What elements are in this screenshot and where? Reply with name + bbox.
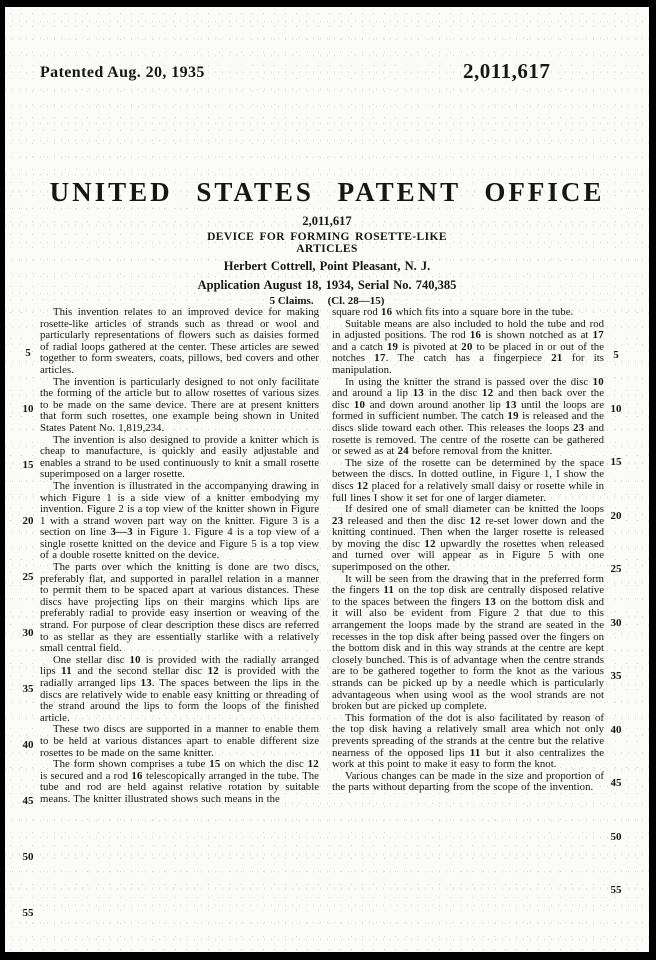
margin-line-number: 5: [613, 349, 619, 361]
margin-line-number: 25: [610, 563, 622, 575]
margin-line-number: 55: [22, 907, 34, 919]
text-column-left: [40, 307, 319, 806]
margin-line-number: 35: [22, 683, 34, 695]
line-numbers-left: [17, 7, 39, 952]
line-numbers-right: [605, 7, 627, 952]
margin-line-number: 25: [22, 571, 34, 583]
paragraph: The invention is particularly designed to not only facilitate the forming of the article but to allow rosettes of various sizes to be made on the same device. There are at present knitters that form such rosettes, one example being shown in United States Patent No. 1,819,234.: [40, 375, 319, 434]
application-line: Application August 18, 1934, Serial No. 740,385: [197, 278, 457, 292]
patented-date: Patented Aug. 20, 1935: [40, 64, 205, 81]
patent-office-title: UNITED STATES PATENT OFFICE: [49, 177, 605, 207]
classification: (Cl. 28—15): [327, 295, 385, 307]
paragraph: One stellar disc 10 is provided with the radially arranged lips 11 and the second stellar disc 12 is provided with the radially arranged lips 13. The spaces between the lips in the discs are relatively wide to enable easy knitting or threading of the strand around the lips to form the loops of the finished article.: [40, 653, 320, 724]
claims-count: 5 Claims.: [269, 295, 314, 307]
margin-line-number: 50: [610, 830, 622, 843]
margin-line-number: 30: [22, 627, 34, 639]
paragraph: The invention is also designed to provide a knitter which is cheap to manufacture, is quickly and easily adjustable and enables a strand to be used continuously to knit a small rosette superimposed on a larger rosette.: [40, 433, 319, 481]
paragraph: It will be seen from the drawing that in the preferred form the fingers 11 on the top disk are centrally disposed relative to the spaces between the fingers 13 on the bottom disk and it will also be evident from Figure 2 that due to this arrangement the loops made by the strand are seated in the recesses in the top disk after being passed over the fingers on the bottom disk and in this way strands at the centre are kept closely bunched. This is of advantage when the centre strands are to be gathered together to form the knot as the various strands can be picked up by a needle which is particularly advantageous when using wool as the wool strands are not broken but are picked up complete.: [332, 572, 605, 713]
margin-line-number: 15: [610, 456, 622, 468]
paragraph: This formation of the dot is also facilitated by reason of the top disk having a relatively small area which not only prevents spreading of the strands at the centre but the relative nearness of the opposed lips 11 but it also centralizes the work at this point to make it easy to form the knot.: [332, 711, 604, 771]
invention-title-line2: ARTICLES: [296, 243, 358, 255]
margin-line-number: 45: [22, 795, 34, 807]
margin-line-number: 30: [610, 616, 622, 629]
margin-line-number: 20: [22, 515, 34, 527]
text-column-right: [332, 307, 604, 794]
margin-line-number: 35: [610, 670, 622, 682]
paragraph: The invention is illustrated in the accompanying drawing in which Figure 1 is a side view of a knitter embodying my invention. Figure 2 is a top view of the knitter shown in Figure 1 with a strand woven part way on the knitter. Figure 3 is a section on line 3—3 in Figure 1. Figure 4 is a top view of a single rosette knitted on the device and Figure 5 is a top view of a double rosette knitted on the device.: [40, 479, 319, 562]
margin-line-number: 10: [22, 403, 34, 415]
paragraph: square rod 16 which fits into a square bore in the tube.: [332, 306, 574, 318]
paragraph: This invention relates to an improved device for making rosette-like articles of strands such as thread or wool and particularly representations of flowers such as daisies formed of radial loops gathered at the center. These articles are sewed together to form sweaters, coats, pillows, bed covers and other articles.: [40, 306, 319, 376]
patent-number-header: 2,011,617: [463, 59, 551, 83]
margin-line-number: 15: [22, 459, 34, 471]
margin-line-number: 40: [610, 723, 622, 736]
paragraph: These two discs are supported in a manner to enable them to be held at various distances apart to enable different size rosettes to be made on the same knitter.: [40, 723, 319, 759]
paragraph: In using the knitter the strand is passed over the disc 10 and around a lip 13 in the disc 12 and then back over the disc 10 and down around another lip 13 until the loops are formed in sufficient number. The catch 19 is released and the discs slide toward each other. This releases the loops 23 and rosette is removed. The centre of the rosette can be gathered or sewed as at 24 before removal from the knitter.: [332, 375, 604, 458]
margin-line-number: 20: [610, 509, 622, 522]
paragraph: The form shown comprises a tube 15 on which the disc 12 is secured and a rod 16 telescopically arranged in the tube. The tube and rod are held against relative rotation by suitable means. The knitter illustrated shows such means in the: [40, 758, 320, 805]
margin-line-number: 5: [25, 347, 31, 359]
paragraph: Suitable means are also included to hold the tube and rod in adjusted positions. The rod 16 is shown notched as at 17 and a catch 19 is pivoted at 20 to be placed in or out of the notches 17. The catch has a fingerpiece 21 for its manipulation.: [332, 317, 604, 376]
patent-number: 2,011,617: [302, 214, 352, 228]
inventor-line: Herbert Cottrell, Point Pleasant, N. J.: [223, 259, 431, 273]
margin-line-number: 55: [610, 884, 622, 896]
margin-line-number: 40: [22, 739, 34, 751]
paragraph: If desired one of small diameter can be knitted the loops 23 released and then the disc 12 re-set lower down and the knitting continued. Then when the larger rosette is released by moving the disc 12 upwardly the rosettes when released and turned over will appear as in Figure 5 with one superimposed on the other.: [332, 503, 605, 574]
paragraph: Various changes can be made in the size and proportion of the parts without departing from the scope of the invention.: [332, 769, 604, 794]
margin-line-number: 10: [610, 402, 622, 415]
paragraph: The size of the rosette can be determined by the space between the discs. In dotted outline, in Figure 1, I show the discs 12 placed for a relatively small daisy or rosette while in full lines I show it set for one of larger diameter.: [332, 456, 605, 504]
document-page: [5, 7, 649, 952]
invention-title-line1: DEVICE FOR FORMING ROSETTE-LIKE: [207, 231, 447, 243]
margin-line-number: 45: [610, 777, 622, 789]
paragraph: The parts over which the knitting is done are two discs, preferably flat, and supported in parallel relation in a manner to permit them to be spaced apart at various distances. These discs have projecting lips on their margins which lips are preferably radial to provide easy insertion or weaving of the strand. For purpose of clear description these discs are referred to as stellar as they are essentially starlike with a relatively small central field.: [40, 561, 319, 655]
margin-line-number: 50: [22, 851, 34, 863]
